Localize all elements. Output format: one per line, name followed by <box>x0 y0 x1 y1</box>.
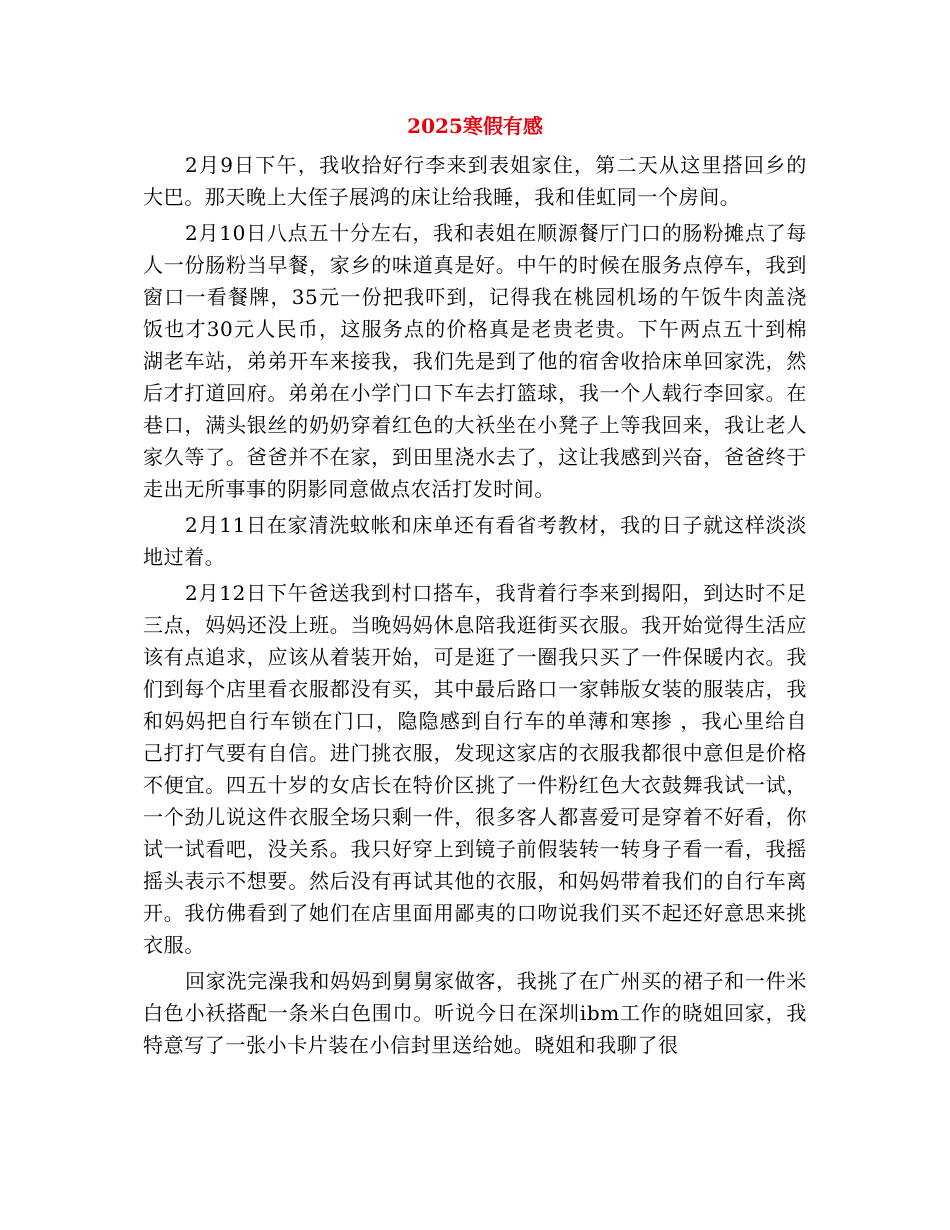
paragraph: 2月12日下午爸送我到村口搭车，我背着行李来到揭阳，到达时不足三点，妈妈还没上班。当晚妈妈休息陪我逛街买衣服。我开始觉得生活应该有点追求，应该从着装开始，可是逛了一圈我只买了一件保暖内衣。我们到每个店里看衣服都没有买，其中最后路口一家韩版女装的服装店，我和妈妈把自行车锁在门口，隐隐感到自行车的单薄和寒掺 ，我心里给自己打打气要有自信。进门挑衣服，发现这家店的衣服我都很中意但是价格不便宜。四五十岁的女店长在特价区挑了一件粉红色大衣鼓舞我试一试，一个劲儿说这件衣服全场只剩一件，很多客人都喜爱可是穿着不好看，你试一试看吧，没关系。我只好穿上到镜子前假装转一转身子看一看，我摇摇头表示不想要。然后没有再试其他的衣服，和妈妈带着我们的自行车离开。我仿佛看到了她们在店里面用鄙夷的口吻说我们买不起还好意思来挑衣服。 <box>143 581 807 957</box>
document-title: 2025寒假有感 <box>407 114 543 138</box>
paragraph: 2月10日八点五十分左右，我和表姐在顺源餐厅门口的肠粉摊点了每人一份肠粉当早餐，家乡的味道真是好。中午的时候在服务点停车，我到窗口一看餐牌，35元一份把我吓到，记得我在桃园机场的午饭牛肉盖浇饭也才30元人民币，这服务点的价格真是老贵老贵。下午两点五十到棉湖老车站，弟弟开车来接我，我们先是到了他的宿舍收拾床单回家洗，然后才打道回府。弟弟在小学门口下车去打篮球，我一个人载行李回家。在巷口，满头银丝的奶奶穿着红色的大袄坐在小凳子上等我回来，我让老人家久等了。爸爸并不在家，到田里浇水去了，这让我感到兴奋，爸爸终于走出无所事事的阴影同意做点农活打发时间。 <box>143 221 807 501</box>
paragraph: 2月11日在家清洗蚊帐和床单还有看省考教材，我的日子就这样淡淡地过着。 <box>143 513 807 569</box>
paragraph: 回家洗完澡我和妈妈到舅舅家做客，我挑了在广州买的裙子和一件米白色小袄搭配一条米白色围巾。听说今日在深圳ibm工作的晓姐回家，我特意写了一张小卡片装在小信封里送给她。晓姐和我聊了很 <box>143 969 807 1057</box>
document-body <box>143 149 807 1065</box>
paragraph: 2月9日下午，我收拾好行李来到表姐家住，第二天从这里搭回乡的大巴。那天晚上大侄子展鸿的床让给我睡，我和佳虹同一个房间。 <box>143 153 807 209</box>
